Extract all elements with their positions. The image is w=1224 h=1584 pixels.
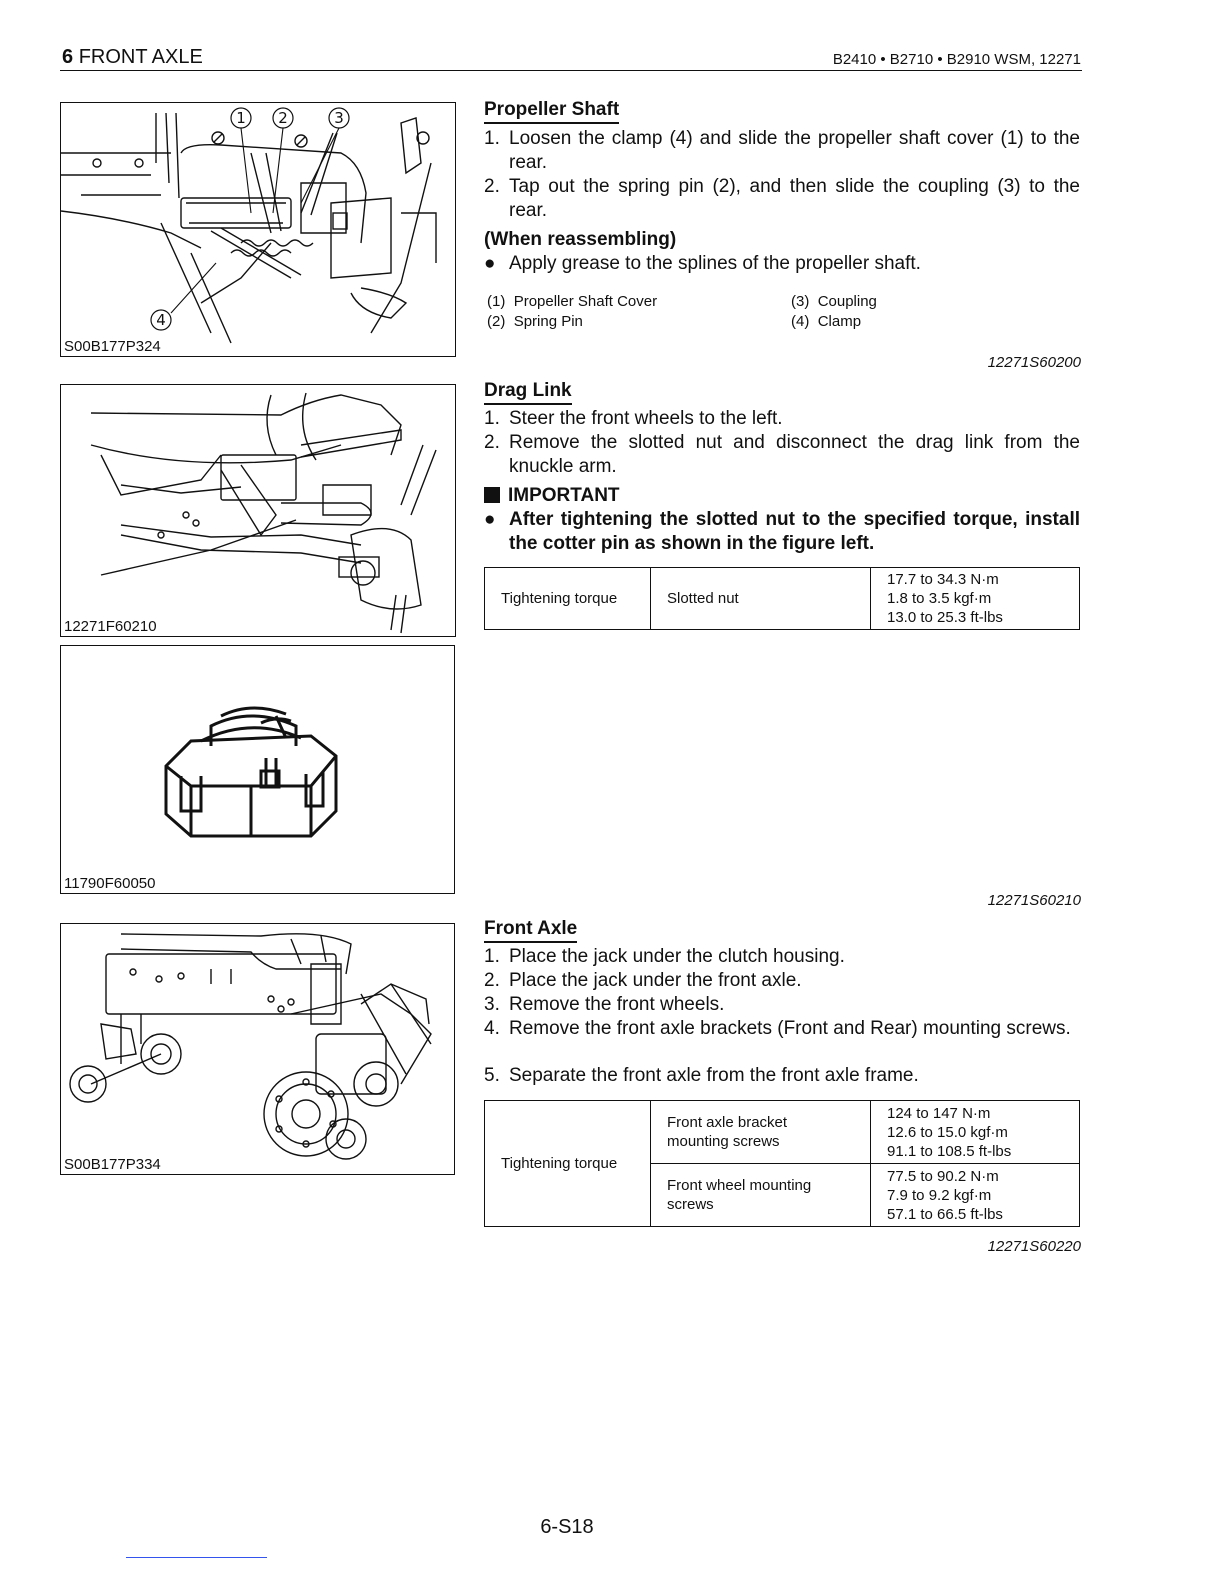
figure-drag-link: [60, 384, 456, 637]
front-axle-step-1: [484, 945, 1080, 969]
reassembling-text: Apply grease to the splines of the propeller shaft.: [509, 253, 921, 274]
section-heading: [62, 46, 203, 69]
torque-value-nm: 77.5 to 90.2 N·m: [887, 1167, 999, 1185]
ref-number: (4): [791, 313, 810, 330]
torque-value-ftlbs: 91.1 to 108.5 ft-lbs: [887, 1142, 1012, 1160]
propeller-step-2: [484, 175, 1080, 223]
torque-value-kgfm: 1.8 to 3.5 kgf·m: [887, 590, 992, 607]
step-number: 2.: [484, 176, 500, 197]
torque-value-kgfm: 12.6 to 15.0 kgf·m: [887, 1123, 1008, 1141]
figure-caption: 11790F60050: [64, 875, 156, 892]
item-line: screws: [667, 1196, 714, 1213]
part-reference-2: [487, 313, 583, 330]
document-code: 12271S60210: [987, 892, 1081, 909]
figure-caption: S00B177P324: [64, 338, 161, 355]
drag-link-step-1: [484, 407, 1080, 431]
slotted-nut-illustration: [61, 646, 454, 893]
figure-caption: 12271F60210: [64, 618, 157, 635]
item-line: Front axle bracket: [667, 1114, 788, 1131]
section-title: FRONT AXLE: [78, 46, 203, 68]
item-line: mounting screws: [667, 1133, 780, 1150]
item-line: Front wheel mounting: [667, 1177, 812, 1194]
step-text: Separate the front axle from the front axle frame.: [509, 1065, 919, 1086]
table-cell-values: [871, 1164, 1080, 1227]
propeller-step-1: [484, 127, 1080, 175]
torque-value-ftlbs: 13.0 to 25.3 ft-lbs: [887, 609, 1003, 626]
table-cell-item: [651, 1101, 871, 1164]
ref-label: Spring Pin: [513, 313, 583, 330]
reassembling-item: [484, 252, 1080, 276]
table-row: [485, 1101, 1080, 1164]
step-text: Remove the slotted nut and disconnect the drag link from the knuckle arm.: [509, 432, 1080, 477]
page-number: 6-S18: [540, 1516, 594, 1538]
model-reference: B2410 • B2710 • B2910 WSM, 12271: [832, 51, 1081, 68]
reassembling-heading: (When reassembling): [484, 229, 677, 250]
front-axle-heading: Front Axle: [484, 918, 577, 943]
step-number: 3.: [484, 994, 500, 1015]
step-text: Loosen the clamp (4) and slide the propeller shaft cover (1) to the rear.: [509, 128, 1080, 173]
important-heading: [484, 484, 1080, 508]
drag-link-torque-table: [484, 567, 1080, 630]
header-rule: [60, 70, 1082, 71]
important-label: IMPORTANT: [508, 485, 620, 506]
step-number: 2.: [484, 970, 500, 991]
step-number: 1.: [484, 408, 500, 429]
front-axle-step-4: [484, 1017, 1080, 1041]
part-reference-4: [791, 313, 861, 330]
figure-propeller-shaft: [60, 102, 456, 357]
table-cell-values: [871, 568, 1080, 630]
ref-label: Propeller Shaft Cover: [513, 293, 658, 310]
callout-3: 3: [334, 109, 344, 127]
ref-label: Clamp: [817, 313, 862, 330]
front-axle-torque-table: [484, 1100, 1080, 1227]
propeller-shaft-heading: Propeller Shaft: [484, 99, 619, 124]
important-item: [484, 508, 1080, 556]
ref-label: Coupling: [817, 293, 877, 310]
table-cell-item: Slotted nut: [651, 568, 871, 630]
document-code: 12271S60220: [987, 1238, 1081, 1255]
step-number: 5.: [484, 1065, 500, 1086]
figure-front-axle: [60, 923, 455, 1175]
figure-slotted-nut: [60, 645, 455, 894]
footer-rule: [126, 1557, 267, 1558]
ref-number: (3): [791, 293, 810, 310]
step-text: Remove the front wheels.: [509, 994, 725, 1015]
drag-link-illustration: [61, 385, 455, 636]
step-text: Place the jack under the front axle.: [509, 970, 802, 991]
front-axle-step-3: [484, 993, 1080, 1017]
step-number: 2.: [484, 432, 500, 453]
bullet-icon: ●: [484, 509, 496, 530]
step-text: Remove the front axle brackets (Front and Rear) mounting screws.: [509, 1018, 1071, 1039]
step-number: 1.: [484, 128, 500, 149]
table-cell-item: [651, 1164, 871, 1227]
table-cell-label: Tightening torque: [485, 568, 651, 630]
front-axle-illustration: [61, 924, 454, 1174]
ref-number: (2): [487, 313, 506, 330]
table-cell-label: Tightening torque: [485, 1101, 651, 1227]
callout-4: 4: [156, 311, 166, 329]
step-text: Tap out the spring pin (2), and then slide the coupling (3) to the rear.: [509, 176, 1080, 221]
bullet-icon: ●: [484, 253, 496, 274]
callout-1: 1: [236, 109, 246, 127]
callout-2: 2: [278, 109, 288, 127]
step-text: Steer the front wheels to the left.: [509, 408, 783, 429]
torque-value-kgfm: 7.9 to 9.2 kgf·m: [887, 1186, 992, 1204]
ref-number: (1): [487, 293, 506, 310]
important-text: After tightening the slotted nut to the specified torque, install the cotter pin as shown in the figure left.: [509, 509, 1080, 554]
propeller-shaft-illustration: [61, 103, 455, 356]
drag-link-step-2: [484, 431, 1080, 479]
step-number: 1.: [484, 946, 500, 967]
important-square-icon: [484, 487, 500, 503]
torque-value-ftlbs: 57.1 to 66.5 ft-lbs: [887, 1205, 1003, 1223]
figure-caption: S00B177P334: [64, 1156, 161, 1173]
drag-link-heading: Drag Link: [484, 380, 572, 405]
step-text: Place the jack under the clutch housing.: [509, 946, 845, 967]
front-axle-step-5: [484, 1064, 1080, 1088]
table-cell-values: [871, 1101, 1080, 1164]
front-axle-step-2: [484, 969, 1080, 993]
document-code: 12271S60200: [987, 354, 1081, 371]
part-reference-3: [791, 293, 877, 310]
table-row: [485, 568, 1080, 630]
torque-value-nm: 124 to 147 N·m: [887, 1104, 991, 1122]
part-reference-1: [487, 293, 657, 310]
torque-value-nm: 17.7 to 34.3 N·m: [887, 571, 999, 588]
step-number: 4.: [484, 1018, 500, 1039]
section-number: 6: [62, 46, 74, 68]
